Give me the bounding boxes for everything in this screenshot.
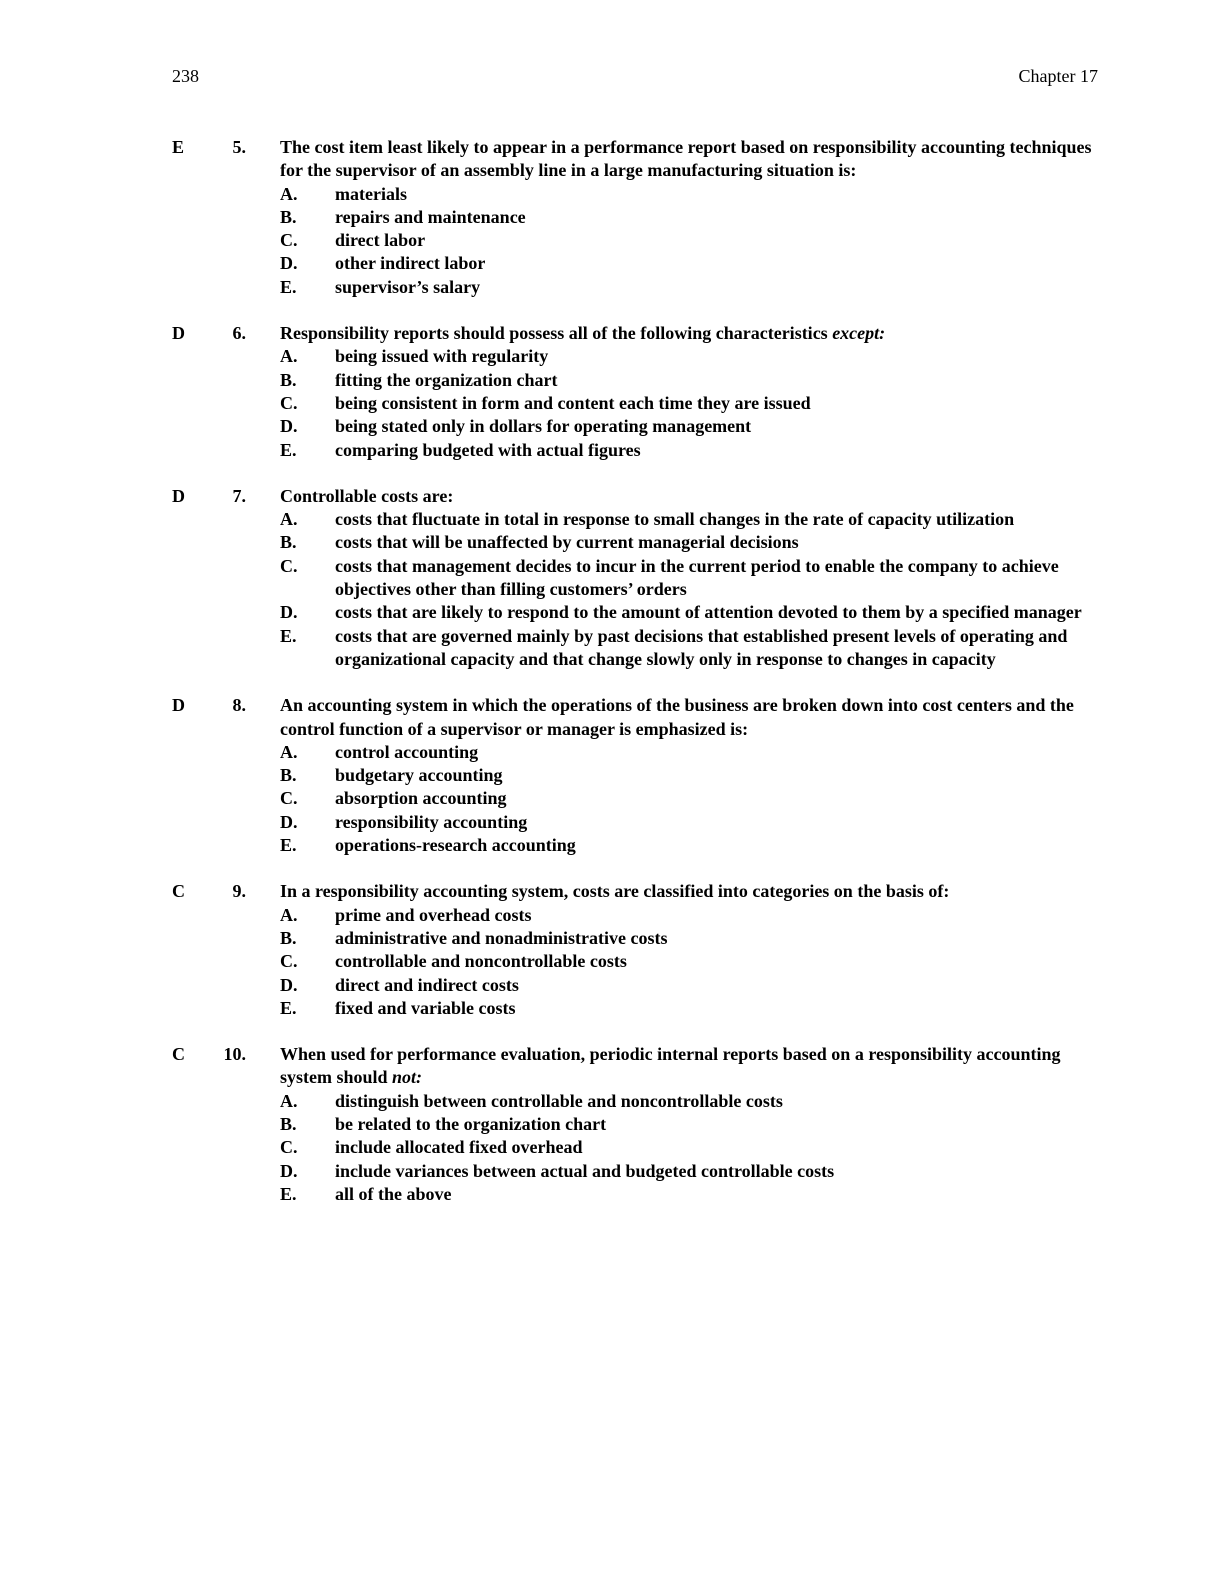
question-item [172,136,1102,299]
option-letter: B. [280,927,297,948]
option-list [280,183,1102,299]
option-letter: D. [280,974,298,995]
option-item [280,601,1102,624]
option-text: include variances between actual and budgeted controllable costs [335,1160,835,1181]
option-text: fixed and variable costs [335,997,516,1018]
question-stem [280,485,1102,508]
option-item [280,1160,1102,1183]
option-item [280,974,1102,997]
option-letter: E. [280,835,297,856]
question-text: When used for performance evaluation, periodic internal reports based on a responsibility accounting system should [280,1044,1061,1088]
option-item [280,183,1102,206]
option-list [280,741,1102,857]
option-item [280,439,1102,462]
option-text: being consistent in form and content each time they are issued [335,392,811,413]
option-item [280,1136,1102,1159]
question-body [280,1043,1102,1206]
option-letter: B. [280,1113,297,1134]
question-body [280,694,1102,857]
question-number: 9. [232,881,246,902]
question-stem [280,136,1102,183]
question-number: 6. [232,323,246,344]
option-letter: B. [280,206,297,227]
option-text: other indirect labor [335,253,486,274]
option-item [280,764,1102,787]
option-letter: A. [280,183,298,204]
option-item [280,1183,1102,1206]
question-stem [280,1043,1102,1090]
option-text: distinguish between controllable and noncontrollable costs [335,1090,783,1111]
question-body [280,136,1102,299]
question-item [172,1043,1102,1206]
option-text: costs that fluctuate in total in response to small changes in the rate of capacity utilization [335,509,1015,530]
option-text: supervisor’s salary [335,276,481,297]
question-text: Controllable costs are: [280,485,454,506]
option-text: being issued with regularity [335,346,549,367]
option-letter: D. [280,811,298,832]
question-item [172,694,1102,857]
answer-key: D [172,695,185,716]
option-item [280,625,1102,672]
question-emphasis: except: [832,323,886,344]
question-body [280,880,1102,1020]
option-item [280,345,1102,368]
option-item [280,1090,1102,1113]
option-letter: D. [280,253,298,274]
option-text: prime and overhead costs [335,904,532,925]
answer-key: E [172,137,185,157]
option-item [280,531,1102,554]
page-number: 238 [172,66,199,86]
question-list [172,136,1102,1229]
question-body [280,322,1102,462]
option-text: administrative and nonadministrative costs [335,927,668,948]
question-stem [280,880,1102,903]
answer-key: C [172,1044,185,1065]
option-letter: A. [280,741,298,762]
option-text: operations-research accounting [335,835,576,856]
option-letter: B. [280,369,297,390]
question-number: 5. [232,137,246,157]
option-text: all of the above [335,1183,452,1204]
option-item [280,206,1102,229]
option-letter: A. [280,1090,298,1111]
option-letter: B. [280,532,297,553]
option-text: costs that are governed mainly by past decisions that established present levels of operating and organizational capacity and that change slowly only in response to changes in capacity [335,625,1068,669]
option-letter: C. [280,392,298,413]
option-letter: E. [280,625,297,646]
option-text: controllable and noncontrollable costs [335,951,627,972]
option-item [280,252,1102,275]
option-item [280,834,1102,857]
option-letter: D. [280,416,298,437]
question-stem [280,694,1102,741]
option-text: responsibility accounting [335,811,528,832]
answer-key: C [172,881,185,902]
option-letter: E. [280,439,297,460]
option-text: costs that are likely to respond to the amount of attention devoted to them by a specified manager [335,602,1082,623]
option-letter: C. [280,555,298,576]
option-text: direct and indirect costs [335,974,519,995]
option-text: include allocated fixed overhead [335,1137,583,1158]
option-letter: E. [280,1183,297,1204]
option-item [280,950,1102,973]
option-item [280,741,1102,764]
option-item [280,392,1102,415]
option-item [280,555,1102,602]
option-item [280,229,1102,252]
option-item [280,369,1102,392]
question-number: 10. [223,1044,246,1065]
question-text: An accounting system in which the operations of the business are broken down into cost centers and the control function of a supervisor or manager is emphasized is: [280,695,1074,739]
question-item [172,322,1102,462]
question-item [172,880,1102,1020]
option-text: materials [335,183,407,204]
option-letter: C. [280,951,298,972]
option-text: be related to the organization chart [335,1113,607,1134]
option-text: budgetary accounting [335,765,503,786]
answer-key: D [172,323,185,344]
option-letter: D. [280,1160,298,1181]
option-text: comparing budgeted with actual figures [335,439,641,460]
option-item [280,927,1102,950]
option-text: costs that will be unaffected by current managerial decisions [335,532,799,553]
option-letter: E. [280,997,297,1018]
question-body [280,485,1102,671]
chapter-title: Chapter 17 [1018,66,1098,86]
option-letter: E. [280,276,297,297]
option-text: fitting the organization chart [335,369,558,390]
option-item [280,1113,1102,1136]
question-text: The cost item least likely to appear in a performance report based on responsibility accounting techniques for the supervisor of an assembly line in a large manufacturing situation is: [280,137,1092,181]
option-list [280,1090,1102,1206]
page-header [172,66,1098,90]
option-text: costs that management decides to incur in the current period to enable the company to achieve objectives other than filling customers’ orders [335,555,1059,600]
option-letter: A. [280,509,298,530]
option-text: being stated only in dollars for operating management [335,416,752,437]
option-text: direct labor [335,230,426,251]
option-item [280,276,1102,299]
option-item [280,415,1102,438]
question-number: 7. [232,485,246,506]
option-text: repairs and maintenance [335,206,526,227]
option-item [280,508,1102,531]
question-stem [280,322,1102,345]
option-letter: C. [280,1137,298,1158]
answer-key: D [172,485,185,506]
option-letter: B. [280,765,297,786]
option-letter: C. [280,230,298,251]
option-letter: D. [280,602,298,623]
question-item [172,485,1102,671]
option-list [280,508,1102,671]
option-letter: A. [280,346,298,367]
option-list [280,345,1102,461]
option-item [280,997,1102,1020]
option-letter: A. [280,904,298,925]
question-text: In a responsibility accounting system, costs are classified into categories on the basis of: [280,881,950,902]
question-text: Responsibility reports should possess all of the following characteristics [280,323,828,344]
option-text: control accounting [335,741,479,762]
option-letter: C. [280,788,298,809]
question-emphasis: not: [392,1067,423,1088]
question-number: 8. [232,695,246,716]
option-item [280,787,1102,810]
option-item [280,904,1102,927]
option-item [280,811,1102,834]
option-list [280,904,1102,1020]
option-text: absorption accounting [335,788,507,809]
